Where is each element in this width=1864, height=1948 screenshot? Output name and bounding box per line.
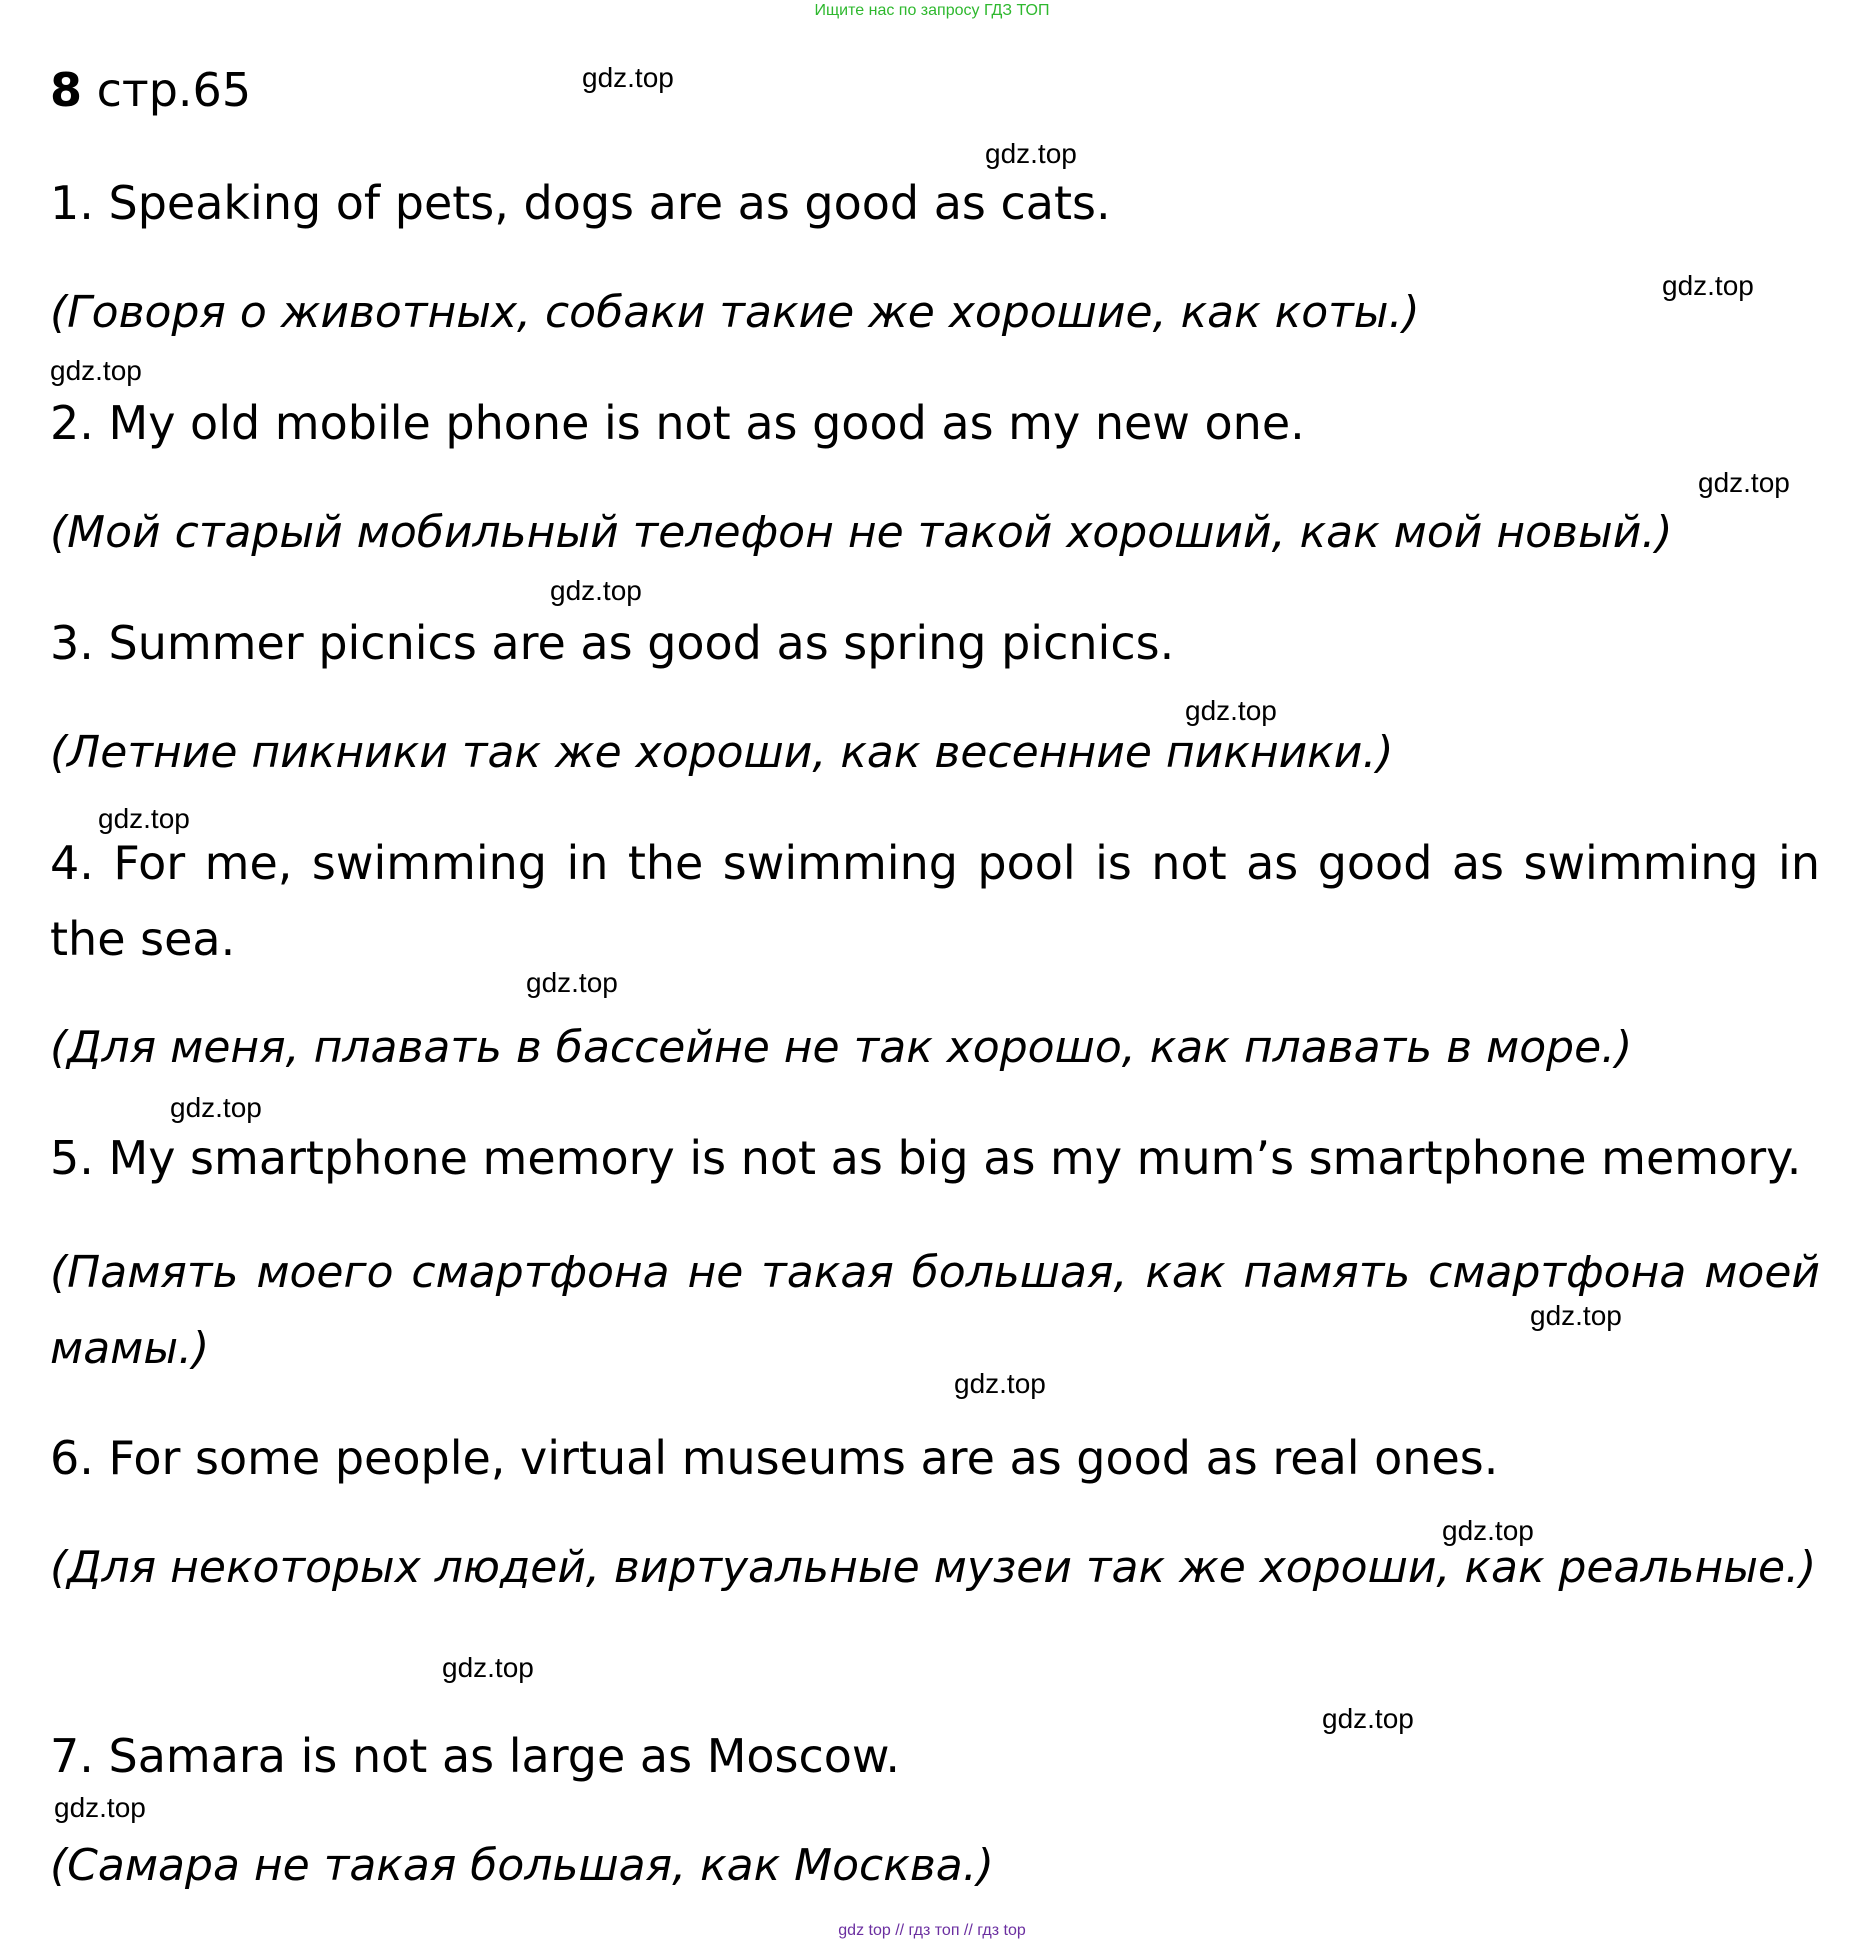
watermark: gdz.top [526,967,618,998]
item-4-russian: (Для меня, плавать в бассейне не так хорошо, как плавать в море.) [50,1022,1633,1073]
watermark: gdz.top [170,1092,262,1123]
watermark: gdz.top [1662,270,1754,301]
page-reference: стр.65 [82,63,252,117]
item-2-english: 2. My old mobile phone is not as good as my new one. [50,396,1305,450]
watermark: gdz.top [1530,1300,1622,1331]
watermark: gdz.top [582,62,674,93]
item-3-russian: (Летние пикники так же хороши, как весенние пикники.) [50,727,1394,778]
item-6-english: 6. For some people, virtual museums are as good as real ones. [50,1431,1499,1485]
item-4-english: 4. For me, swimming in the swimming pool is not as good as swimming in the sea. [50,836,1820,966]
item-7-russian: (Самара не такая большая, как Москва.) [50,1840,994,1891]
watermark: gdz.top [985,138,1077,169]
watermark: gdz.top [1698,467,1790,498]
watermark: gdz.top [954,1368,1046,1399]
item-7-english: 7. Samara is not as large as Moscow. [50,1729,900,1783]
item-3-english: 3. Summer picnics are as good as spring picnics. [50,616,1175,670]
watermark: gdz.top [1322,1703,1414,1734]
item-6-russian: (Для некоторых людей, виртуальные музеи так же хороши, как реальные.) [50,1542,1817,1593]
exercise-number: 8 [50,63,83,117]
item-1-english: 1. Speaking of pets, dogs are as good as cats. [50,176,1111,230]
item-2-russian: (Мой старый мобильный телефон не такой хороший, как мой новый.) [50,507,1673,558]
watermark: gdz.top [550,575,642,606]
page-heading [50,60,251,120]
watermark: gdz.top [1442,1515,1534,1546]
item-5-russian: (Память моего смартфона не такая большая, как память смартфона моей мамы.) [50,1247,1820,1374]
watermark: gdz.top [50,355,142,386]
footer-watermark: gdz top // гдз топ // гдз top [838,1922,1026,1939]
item-5-english: 5. My smartphone memory is not as big as my mum’s smartphone memory. [50,1131,1802,1185]
watermark: gdz.top [1185,695,1277,726]
top-banner: Ищите нас по запросу ГДЗ ТОП [814,2,1050,19]
watermark: gdz.top [442,1652,534,1683]
item-1-russian: (Говоря о животных, собаки такие же хорошие, как коты.) [50,287,1420,338]
watermark: gdz.top [98,803,190,834]
watermark: gdz.top [54,1792,146,1823]
